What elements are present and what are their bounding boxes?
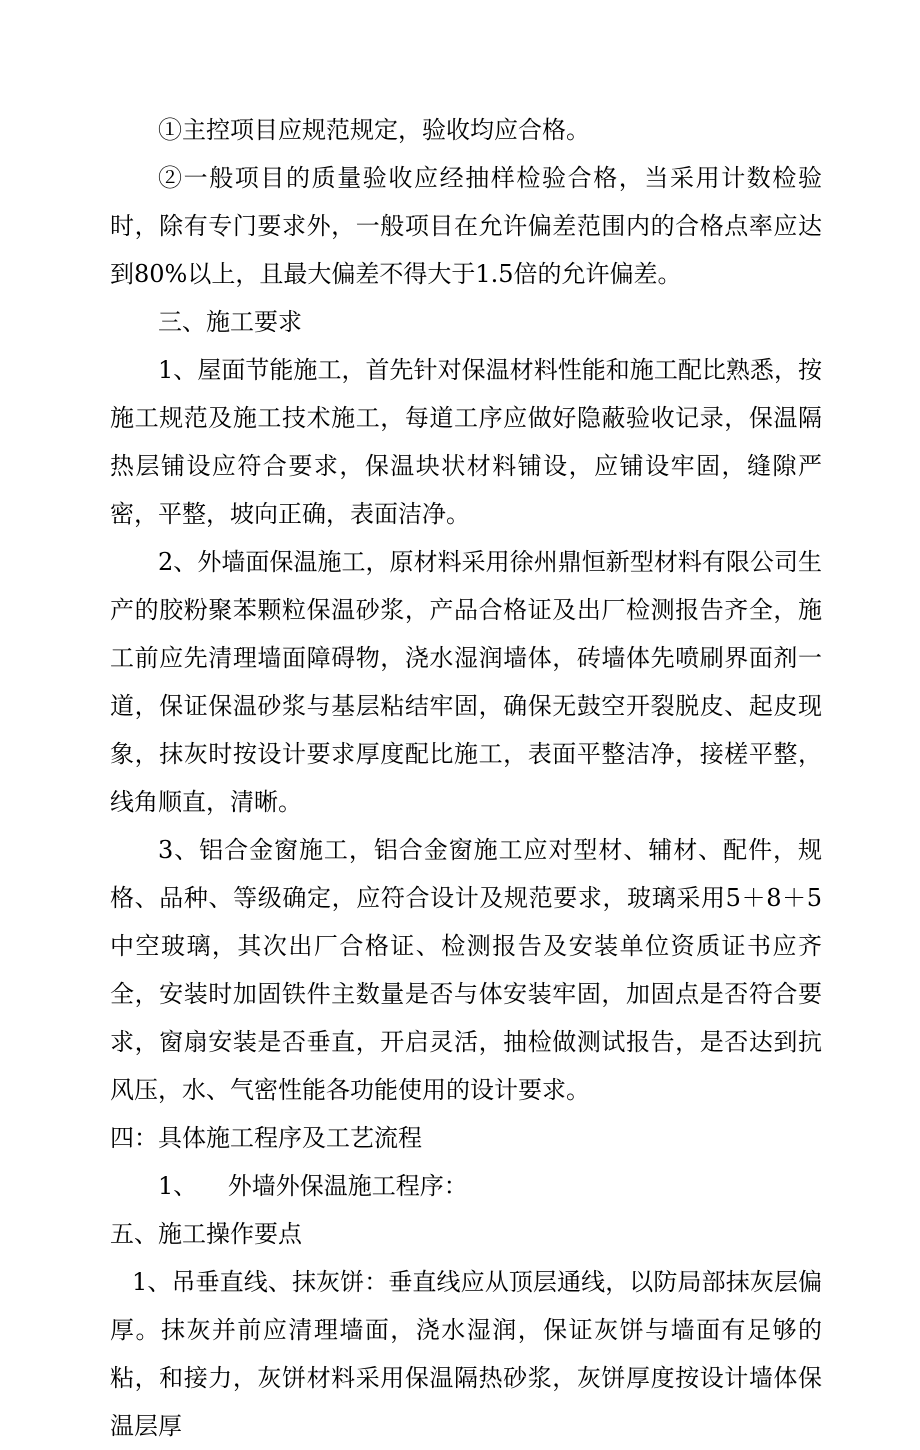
document-body — [110, 106, 822, 1450]
paragraph-roof-energy-saving: 1、屋面节能施工，首先针对保温材料性能和施工配比熟悉，按施工规范及施工技术施工，每道工序应做好隐蔽验收记录，保温隔热层铺设应符合要求，保温块状材料铺设，应铺设牢固，缝隙严密，平整，坡向正确，表面洁净。 — [110, 356, 822, 528]
paragraph-main-control-items: ①主控项目应规范规定，验收均应合格。 — [158, 116, 590, 144]
section-heading-operation-points: 五、施工操作要点 — [110, 1220, 302, 1248]
paragraph-exterior-wall-insulation: 2、外墙面保温施工，原材料采用徐州鼎恒新型材料有限公司生产的胶粉聚苯颗粒保温砂浆，产品合格证及出厂检测报告齐全，施工前应先清理墙面障碍物，浇水湿润墙体，砖墙体先喷刷界面剂一道，保证保温砂浆与基层粘结牢固，确保无鼓空开裂脱皮、起皮现象，抹灰时按设计要求厚度配比施工，表面平整洁净，接槎平整，线角顺直，清晰。 — [110, 548, 822, 816]
subheading-exterior-insulation-procedure: 1、 外墙外保温施工程序： — [158, 1172, 468, 1200]
section-heading-construction-procedure: 四：具体施工程序及工艺流程 — [110, 1124, 422, 1152]
section-heading-construction-requirements: 三、施工要求 — [158, 308, 302, 336]
paragraph-general-items: ②一般项目的质量验收应经抽样检验合格，当采用计数检验时，除有专门要求外，一般项目在允许偏差范围内的合格点率应达到80%以上，且最大偏差不得大于1.5倍的允许偏差。 — [110, 164, 822, 288]
paragraph-aluminum-window: 3、铝合金窗施工，铝合金窗施工应对型材、辅材、配件，规格、品种、等级确定，应符合设计及规范要求，玻璃采用5＋8＋5中空玻璃，其次出厂合格证、检测报告及安装单位资质证书应齐全，安装时加固铁件主数量是否与体安装牢固，加固点是否符合要求，窗扇安装是否垂直，开启灵活，抽检做测试报告，是否达到抗风压，水、气密性能各功能使用的设计要求。 — [110, 836, 822, 1104]
paragraph-plumb-line-plaster-cake: 1、吊垂直线、抹灰饼：垂直线应从顶层通线，以防局部抹灰层偏厚。抹灰并前应清理墙面，浇水湿润，保证灰饼与墙面有足够的粘，和接力，灰饼材料采用保温隔热砂浆，灰饼厚度按设计墙体保温层厚 — [110, 1268, 822, 1440]
